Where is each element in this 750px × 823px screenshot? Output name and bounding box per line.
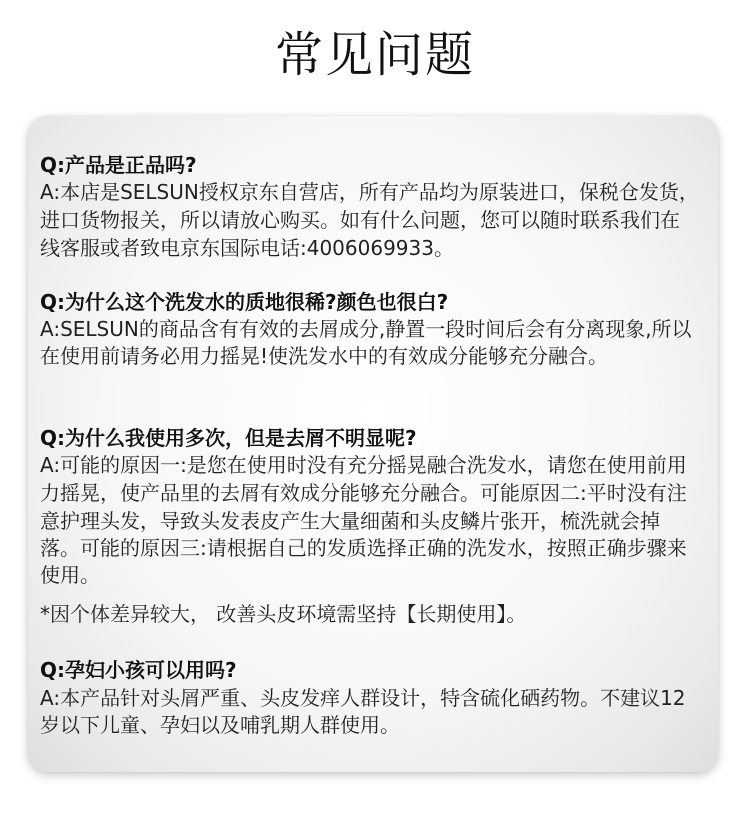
page-title: 常见问题	[274, 27, 475, 83]
faq-answer-4-line-1: A:本产品针对头屑严重、头皮发痒人群设计，特含硫化硒药物。不建议12	[40, 686, 686, 710]
faq-answer-3-line-5: 使用。	[40, 563, 100, 587]
faq-answer-2-line-2: 在使用前请务必用力摇晃!使洗发水中的有效成分能够充分融合。	[40, 344, 609, 368]
faq-note: *因个体差异较大， 改善头皮环境需坚持【长期使用】。	[40, 602, 527, 626]
faq-answer-1-line-1: A:本店是SELSUN授权京东自营店，所有产品均为原装进口，保税仓发货，	[40, 180, 699, 204]
faq-answer-3-line-4: 落。可能的原因三:请根据自己的发质选择正确的洗发水，按照正确步骤来	[40, 536, 687, 560]
faq-answer-3-line-3: 意护理头发，导致头发表皮产生大量细菌和头皮鳞片张开，梳洗就会掉	[40, 509, 660, 533]
faq-question-2: Q:为什么这个洗发水的质地很稀?颜色也很白?	[40, 290, 449, 314]
faq-answer-1-line-2: 进口货物报关，所以请放心购买。如有什么问题，您可以随时联系我们在	[40, 208, 680, 232]
faq-answer-3-line-1: A:可能的原因一:是您在使用时没有充分摇晃融合洗发水，请您在使用前用	[40, 453, 687, 477]
faq-answer-1-line-3: 线客服或者致电京东国际电话:4006069933。	[40, 236, 454, 260]
faq-answer-2-line-1: A:SELSUN的商品含有有效的去屑成分,静置一段时间后会有分离现象,所以	[40, 317, 692, 341]
faq-question-3: Q:为什么我使用多次，但是去屑不明显呢?	[40, 426, 417, 450]
faq-question-4: Q:孕妇小孩可以用吗?	[40, 658, 237, 682]
faq-answer-3-line-2: 力摇晃，使产品里的去屑有效成分能够充分融合。可能原因二:平时没有注	[40, 481, 687, 505]
faq-question-1: Q:产品是正品吗?	[40, 153, 197, 177]
faq-answer-4-line-2: 岁以下儿童、孕妇以及哺乳期人群使用。	[40, 713, 400, 737]
